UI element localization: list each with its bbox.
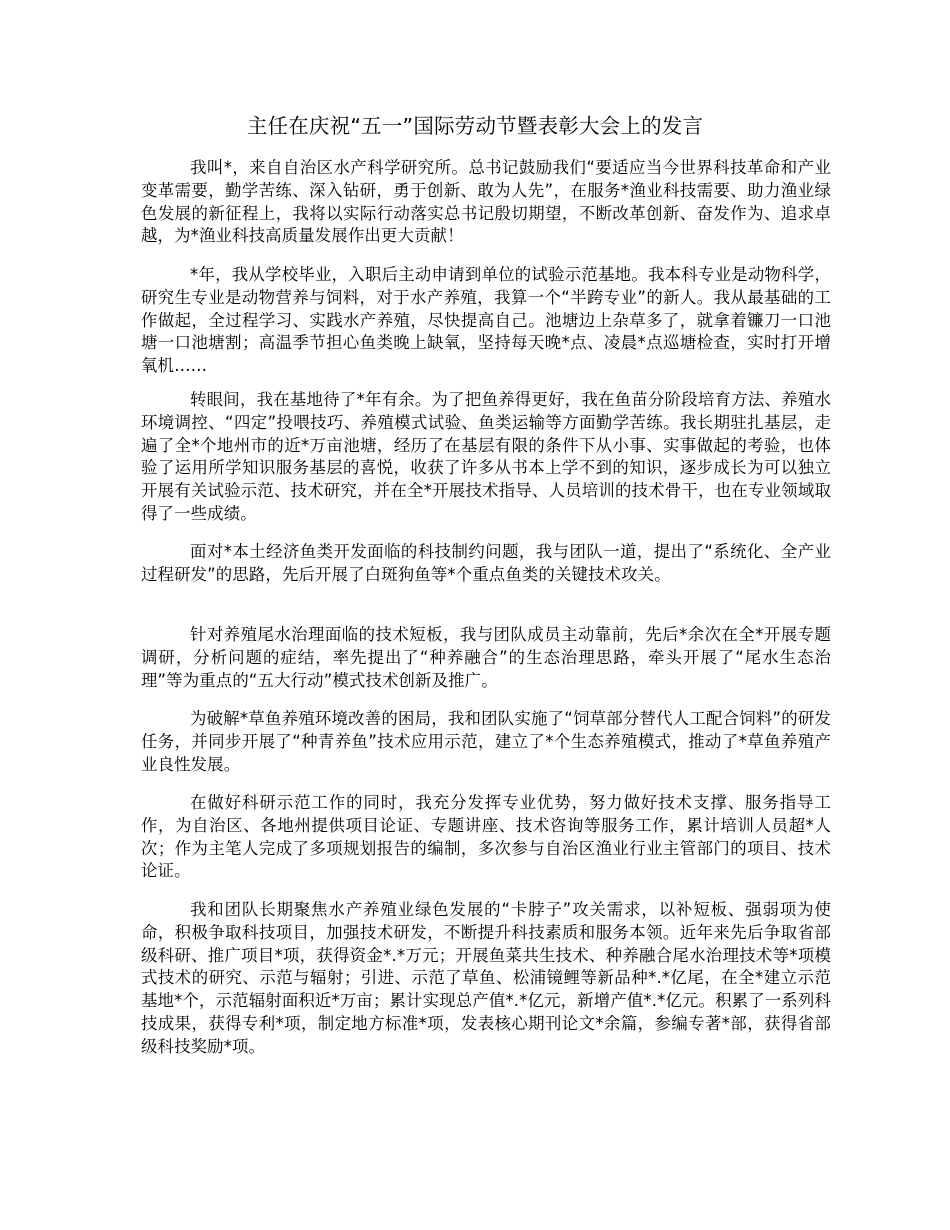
paragraph-graduation: *年，我从学校毕业，入职后主动申请到单位的试验示范基地。我本科专业是动物科学，研究生专业是动物营养与饲料，对于水产养殖，我算一个“半跨专业”的新人。我从最基础的工作做起，全过程学习、实践水产养殖，尽快提高自己。池塘边上杂草多了，就拿着镰刀一口池塘一口池塘割；高温季节担心鱼类晚上缺氧，坚持每天晚*点、凌晨*点巡塘检查，实时打开增氧机…… [141,265,831,376]
paragraph-grass-carp: 为破解*草鱼养殖环境改善的困局，我和团队实施了“饲草部分替代人工配合饲料”的研发任务，并同步开展了“种青养鱼”技术应用示范，建立了*个生态养殖模式，推动了*草鱼养殖产业良性发展。 [141,709,831,774]
paragraph-tailwater: 针对养殖尾水治理面临的技术短板，我与团队成员主动靠前，先后*余次在全*开展专题调研，分析问题的症结，率先提出了“种养融合”的生态治理思路，牵头开展了“尾水生态治理”等为重点的“五大行动”模式技术创新及推广。 [141,625,831,690]
paragraph-native-fish: 面对*本土经济鱼类开发面临的科技制约问题，我与团队一道，提出了“系统化、全产业过程研发”的思路，先后开展了白斑狗鱼等*个重点鱼类的关键技术攻关。 [141,542,831,584]
paragraph-achievements: 我和团队长期聚焦水产养殖业绿色发展的“卡脖子”攻关需求，以补短板、强弱项为使命，积极争取科技项目，加强技术研发，不断提升科技素质和服务本领。近年来先后争取省部级科研、推广项目*项，获得资金*.*万元；开展鱼菜共生技术、种养融合尾水治理技术等*项模式技术的研究、示范与辐射；引进、示范了草鱼、松浦镜鲤等新品种*.*亿尾，在全*建立示范基地*个，示范辐射面积近*万亩；累计实现总产值*.*亿元，新增产值*.*亿元。积累了一系列科技成果，获得专利*项，制定地方标准*项，发表核心期刊论文*余篇，参编专著*部，获得省部级科技奖励*项。 [141,900,831,1056]
paragraph-technical-support: 在做好科研示范工作的同时，我充分发挥专业优势，努力做好技术支撑、服务指导工作，为自治区、各地州提供项目论证、专题讲座、技术咨询等服务工作，累计培训人员超*人次；作为主笔人完成了多项规划报告的编制，多次参与自治区渔业行业主管部门的项目、技术论证。 [141,793,831,881]
document-title: 主任在庆祝“五一”国际劳动节暨表彰大会上的发言 [246,114,704,138]
paragraph-intro: 我叫*，来自自治区水产科学研究所。总书记鼓励我们“要适应当今世界科技革命和产业变革需要，勤学苦练、深入钻研，勇于创新、敢为人先”，在服务*渔业科技需要、助力渔业绿色发展的新征程上，我将以实际行动落实总书记殷切期望，不断改革创新、奋发作为、追求卓越，为*渔业科技高质量发展作出更大贡献！ [141,158,831,246]
paragraph-base-experience: 转眼间，我在基地待了*年有余。为了把鱼养得更好，我在鱼苗分阶段培育方法、养殖水环境调控、“四定”投喂技巧、养殖模式试验、鱼类运输等方面勤学苦练。我长期驻扎基层，走遍了全*个地州市的近*万亩池塘，经历了在基层有限的条件下从小事、实事做起的考验，也体验了运用所学知识服务基层的喜悦，收获了许多从书本上学不到的知识，逐步成长为可以独立开展有关试验示范、技术研究，并在全*开展技术指导、人员培训的技术骨干，也在专业领域取得了一些成绩。 [141,390,831,523]
